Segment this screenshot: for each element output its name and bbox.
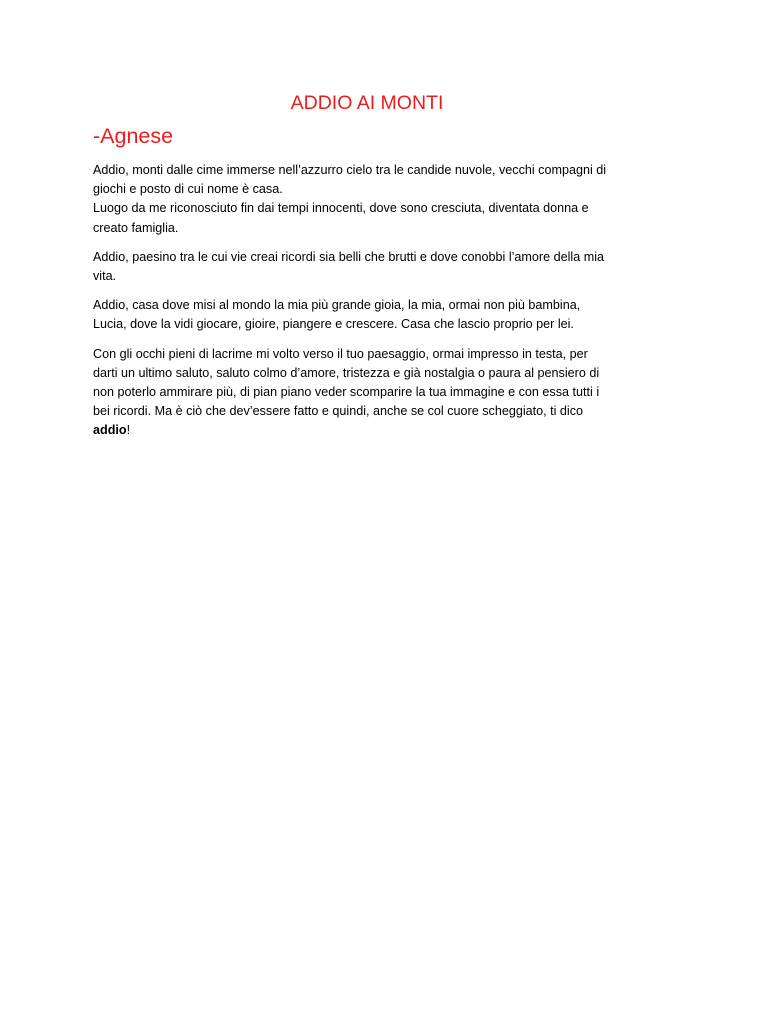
- text-line: vita.: [93, 269, 117, 284]
- document-body: [93, 161, 683, 451]
- document-subtitle: -Agnese: [93, 124, 174, 148]
- text-line: Luogo da me riconosciuto fin dai tempi innocenti, dove sono cresciuta, diventata donna e: [93, 201, 589, 216]
- text-line: Con gli occhi pieni di lacrime mi volto verso il tuo paesaggio, ormai impresso in testa, per: [93, 346, 588, 361]
- text-line-final: [93, 421, 683, 440]
- closing-word: addio: [93, 423, 127, 438]
- text-line: darti un ultimo saluto, saluto colmo d’amore, tristezza e già nostalgia o paura al pensiero di: [93, 365, 600, 380]
- text-line: creato famiglia.: [93, 220, 179, 235]
- paragraph-2: [93, 248, 683, 286]
- text-line: Addio, casa dove misi al mondo la mia più grande gioia, la mia, ormai non più bambina,: [93, 298, 581, 313]
- closing-punctuation: !: [126, 423, 131, 438]
- text-line: Lucia, dove la vidi giocare, gioire, piangere e crescere. Casa che lascio proprio per lei.: [93, 317, 574, 332]
- text-line: giochi e posto di cui nome è casa.: [93, 182, 283, 197]
- text-line: Addio, monti dalle cime immerse nell’azzurro cielo tra le candide nuvole, vecchi compagni di: [93, 163, 607, 177]
- text-line: non poterlo ammirare più, di pian piano veder scomparire la tua immagine e con essa tutti i: [93, 385, 600, 400]
- document-title: ADDIO AI MONTI: [290, 92, 444, 114]
- paragraph-4: [93, 345, 683, 441]
- paragraph-1: [93, 161, 683, 238]
- text-line: bei ricordi. Ma è ciò che dev’essere fatto e quindi, anche se col cuore scheggiato, ti dico: [93, 404, 584, 419]
- paragraph-3: [93, 296, 683, 334]
- text-line: Addio, paesino tra le cui vie creai ricordi sia belli che brutti e dove conobbi l’amore della mia: [93, 249, 605, 264]
